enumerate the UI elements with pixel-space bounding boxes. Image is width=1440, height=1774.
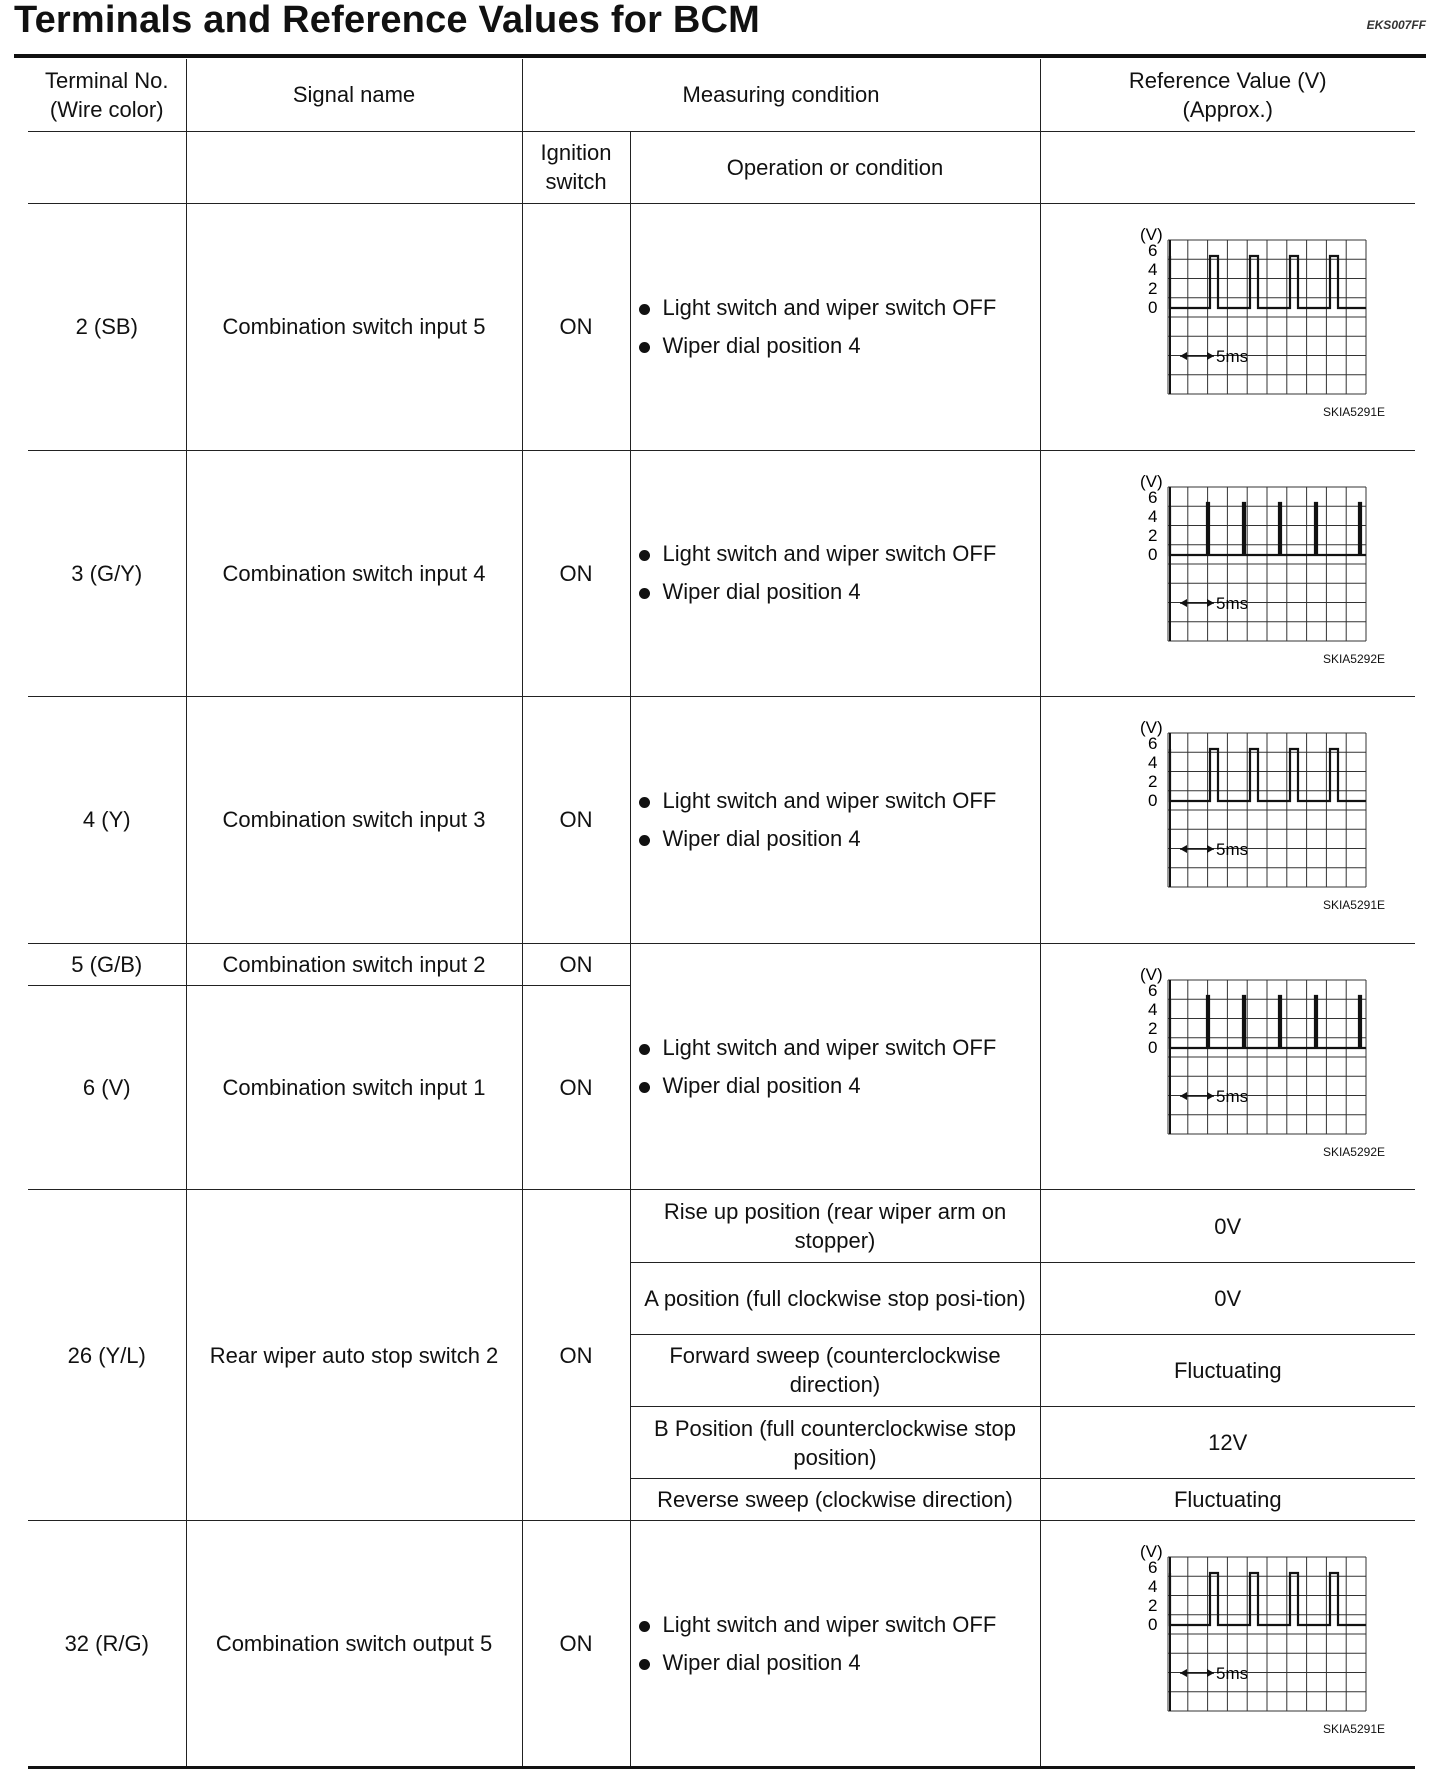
waveform-trace: [1170, 1573, 1366, 1625]
condition-item: Light switch and wiper switch OFF: [637, 289, 1034, 327]
condition-item: Wiper dial position 4: [637, 573, 1034, 611]
y-tick-label: 2: [1147, 1019, 1158, 1039]
time-scale-label: 5ms: [1215, 1087, 1248, 1107]
signal-cell: Combination switch input 4: [186, 450, 522, 697]
waveform-trace: [1170, 996, 1366, 1048]
y-tick-label: 0: [1147, 1038, 1158, 1058]
condition-item: Light switch and wiper switch OFF: [637, 1029, 1034, 1067]
header-operation: Operation or condition: [630, 131, 1040, 203]
signal-cell: Combination switch input 1: [186, 985, 522, 1190]
y-tick-label: 4: [1147, 1000, 1158, 1020]
y-unit-label: (V): [1139, 719, 1163, 738]
condition-item: Light switch and wiper switch OFF: [637, 1606, 1034, 1644]
waveform-trace: [1170, 503, 1366, 555]
signal-cell: Combination switch input 3: [186, 697, 522, 944]
page-title: Terminals and Reference Values for BCM: [14, 0, 761, 41]
document-code: EKS007FF: [1366, 18, 1426, 32]
waveform-cell: [1040, 697, 1415, 944]
header-measuring: Measuring condition: [522, 59, 1040, 131]
position-value: 0V: [1040, 1262, 1415, 1334]
ignition-cell: ON: [522, 450, 630, 697]
signal-cell: Combination switch output 5: [186, 1521, 522, 1768]
position-value: 12V: [1040, 1407, 1415, 1479]
waveform-graph: [1128, 226, 1368, 396]
position-condition: B Position (full counterclockwise stop position): [630, 1407, 1040, 1479]
y-tick-label: 4: [1147, 260, 1158, 280]
arrow-head: [1207, 845, 1214, 853]
arrow-head: [1180, 1669, 1187, 1677]
condition-cell: [630, 697, 1040, 944]
arrow-head: [1207, 599, 1214, 607]
waveform-cell: [1040, 1521, 1415, 1768]
position-value: Fluctuating: [1040, 1334, 1415, 1406]
arrow-head: [1207, 352, 1214, 360]
arrow-head: [1207, 1669, 1214, 1677]
y-tick-label: 4: [1147, 1577, 1158, 1597]
y-tick-label: 0: [1147, 1615, 1158, 1635]
arrow-head: [1207, 1092, 1214, 1100]
condition-item: Light switch and wiper switch OFF: [637, 782, 1034, 820]
y-tick-label: 6: [1147, 734, 1158, 754]
ignition-cell: ON: [522, 1521, 630, 1768]
waveform-graph: [1128, 1543, 1368, 1713]
y-tick-label: 4: [1147, 753, 1158, 773]
y-tick-label: 6: [1147, 981, 1158, 1001]
position-condition: Rise up position (rear wiper arm on stopper): [630, 1190, 1040, 1262]
y-tick-label: 2: [1147, 772, 1158, 792]
header-reference: Reference Value (V) (Approx.): [1040, 59, 1415, 131]
waveform-graph: [1128, 473, 1368, 643]
waveform-cell: [1040, 943, 1415, 1190]
y-unit-label: (V): [1139, 966, 1163, 985]
header-terminal: Terminal No. (Wire color): [28, 59, 186, 131]
time-scale-label: 5ms: [1215, 840, 1248, 860]
waveform-cell: [1040, 450, 1415, 697]
condition-item: Wiper dial position 4: [637, 1067, 1034, 1105]
terminal-cell: 3 (G/Y): [28, 450, 186, 697]
time-scale-label: 5ms: [1215, 1664, 1248, 1684]
y-tick-label: 0: [1147, 298, 1158, 318]
condition-cell: [630, 943, 1040, 1190]
y-unit-label: (V): [1139, 226, 1163, 245]
figure-code: SKIA5292E: [1322, 651, 1385, 666]
ignition-cell: ON: [522, 203, 630, 450]
signal-cell: Combination switch input 2: [186, 943, 522, 985]
figure-code: SKIA5291E: [1322, 898, 1385, 913]
y-tick-label: 6: [1147, 1558, 1158, 1578]
position-condition: A position (full clockwise stop posi-tion): [630, 1262, 1040, 1334]
arrow-head: [1180, 599, 1187, 607]
terminal-cell: 5 (G/B): [28, 943, 186, 985]
waveform-trace: [1170, 749, 1366, 801]
condition-cell: [630, 1521, 1040, 1768]
y-tick-label: 4: [1147, 506, 1158, 526]
waveform-graph: [1128, 966, 1368, 1136]
header-signal: Signal name: [186, 59, 522, 131]
condition-item: Wiper dial position 4: [637, 1644, 1034, 1682]
terminal-cell: 26 (Y/L): [28, 1190, 186, 1521]
waveform-cell: [1040, 203, 1415, 450]
position-condition: Forward sweep (counterclockwise direction): [630, 1334, 1040, 1406]
y-tick-label: 0: [1147, 544, 1158, 564]
terminal-cell: 2 (SB): [28, 203, 186, 450]
condition-cell: [630, 203, 1040, 450]
header-blank-reference: [1040, 131, 1415, 203]
condition-item: Light switch and wiper switch OFF: [637, 535, 1034, 573]
ignition-cell: ON: [522, 943, 630, 985]
header-blank-signal: [186, 131, 522, 203]
arrow-head: [1180, 352, 1187, 360]
figure-code: SKIA5291E: [1322, 405, 1385, 420]
condition-item: Wiper dial position 4: [637, 820, 1034, 858]
header-blank-terminal: [28, 131, 186, 203]
bcm-reference-table: [28, 59, 1415, 1769]
y-tick-label: 2: [1147, 279, 1158, 299]
terminal-cell: 6 (V): [28, 985, 186, 1190]
y-unit-label: (V): [1139, 1543, 1163, 1562]
time-scale-label: 5ms: [1215, 347, 1248, 367]
y-tick-label: 0: [1147, 791, 1158, 811]
ignition-cell: ON: [522, 985, 630, 1190]
time-scale-label: 5ms: [1215, 593, 1248, 613]
terminal-cell: 32 (R/G): [28, 1521, 186, 1768]
signal-cell: Rear wiper auto stop switch 2: [186, 1190, 522, 1521]
position-value: 0V: [1040, 1190, 1415, 1262]
y-tick-label: 6: [1147, 487, 1158, 507]
header-ignition: Ignition switch: [522, 131, 630, 203]
y-unit-label: (V): [1139, 472, 1163, 491]
waveform-graph: [1128, 719, 1368, 889]
y-tick-label: 6: [1147, 241, 1158, 261]
condition-item: Wiper dial position 4: [637, 327, 1034, 365]
figure-code: SKIA5291E: [1322, 1722, 1385, 1737]
arrow-head: [1180, 1092, 1187, 1100]
figure-code: SKIA5292E: [1322, 1145, 1385, 1160]
ignition-cell: ON: [522, 1190, 630, 1521]
signal-cell: Combination switch input 5: [186, 203, 522, 450]
ignition-cell: ON: [522, 697, 630, 944]
condition-cell: [630, 450, 1040, 697]
terminal-cell: 4 (Y): [28, 697, 186, 944]
title-rule: [14, 54, 1426, 58]
y-tick-label: 2: [1147, 525, 1158, 545]
position-value: Fluctuating: [1040, 1479, 1415, 1521]
waveform-trace: [1170, 256, 1366, 308]
y-tick-label: 2: [1147, 1596, 1158, 1616]
arrow-head: [1180, 845, 1187, 853]
position-condition: Reverse sweep (clockwise direction): [630, 1479, 1040, 1521]
